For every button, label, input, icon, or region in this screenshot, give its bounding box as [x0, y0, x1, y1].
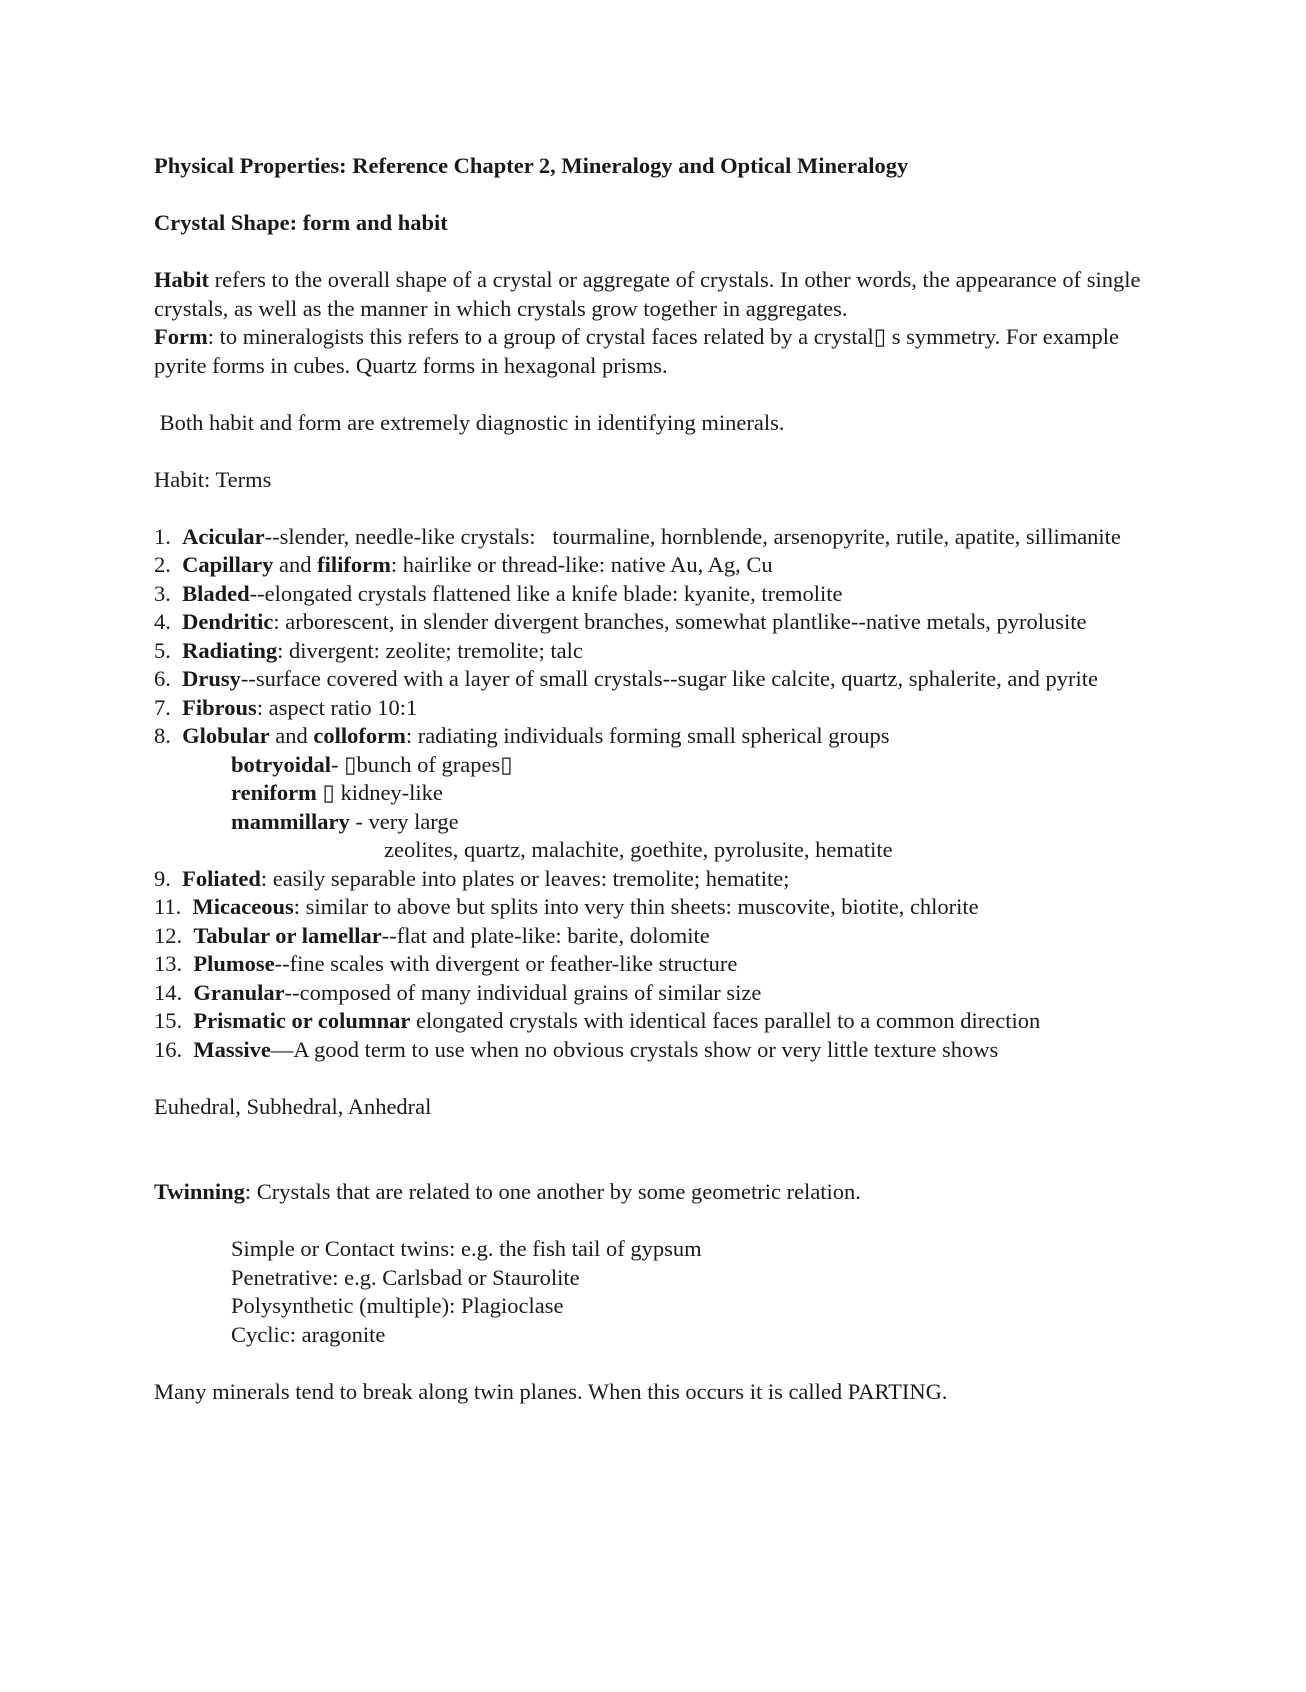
- sub-item-mammillary: mammillary - very large: [231, 808, 459, 834]
- twinning-term: Twinning: [154, 1179, 245, 1204]
- list-item: 16. Massive—A good term to use when no obvious crystals show or very little texture shows: [154, 1036, 999, 1062]
- form-text: : to mineralogists this refers to a group of crystal faces related by a crystal▯ s symmetry. For example pyrite forms in cubes. Quartz forms in hexagonal prisms.: [154, 324, 1120, 378]
- list-item: 5. Radiating: divergent: zeolite; tremolite; talc: [154, 637, 583, 663]
- twinning-paragraph: Twinning: Crystals that are related to one another by some geometric relation.: [154, 1179, 861, 1204]
- term: Fibrous: [182, 694, 257, 720]
- term: Plumose: [193, 951, 275, 976]
- list-item: 1. Acicular--slender, needle-like crystals: tourmaline, hornblende, arsenopyrite, rutile, apatite, sillimanite: [154, 523, 1121, 549]
- term: Bladed: [182, 580, 250, 606]
- term: Massive: [193, 1036, 271, 1062]
- term: Tabular or lamellar: [193, 922, 382, 948]
- term: Capillary: [182, 552, 274, 577]
- hedral-line: Euhedral, Subhedral, Anhedral: [154, 1093, 432, 1119]
- habit-term: Habit: [154, 267, 210, 292]
- list-item: 9. Foliated: easily separable into plates or leaves: tremolite; hematite;: [154, 865, 790, 891]
- list-item: 12. Tabular or lamellar--flat and plate-like: barite, dolomite: [154, 922, 710, 948]
- twin-type: Cyclic: aragonite: [231, 1321, 386, 1347]
- habit-terms-label: Habit: Terms: [154, 466, 272, 492]
- twinning-types: [154, 1235, 1164, 1349]
- twin-type: Simple or Contact twins: e.g. the fish tail of gypsum: [231, 1236, 702, 1261]
- habit-paragraph: [154, 266, 1164, 323]
- habit-terms-list: [154, 523, 1164, 1065]
- list-item: 2. Capillary and filiform: hairlike or thread-like: native Au, Ag, Cu: [154, 552, 773, 577]
- term: Globular: [182, 723, 270, 748]
- form-term: Form: [154, 324, 208, 349]
- list-item: 3. Bladed--elongated crystals flattened like a knife blade: kyanite, tremolite: [154, 580, 843, 606]
- globular-examples: zeolites, quartz, malachite, goethite, pyrolusite, hematite: [384, 837, 893, 862]
- term: Prismatic or columnar: [193, 1008, 411, 1033]
- term: Acicular: [182, 523, 265, 549]
- list-item: 11. Micaceous: similar to above but splits into very thin sheets: muscovite, biotite, chlorite: [154, 894, 979, 919]
- list-item: 7. Fibrous: aspect ratio 10:1: [154, 694, 418, 720]
- document-page: [154, 152, 1164, 1406]
- page-title: Physical Properties: Reference Chapter 2, Mineralogy and Optical Mineralogy: [154, 153, 909, 178]
- sub-item-botryoidal: botryoidal- ▯bunch of grapes▯: [231, 751, 513, 777]
- term: Micaceous: [192, 894, 294, 919]
- sub-item-reniform: reniform ▯ kidney-like: [231, 780, 443, 805]
- term: Dendritic: [182, 609, 274, 634]
- form-paragraph: [154, 323, 1164, 380]
- term: filiform: [317, 552, 391, 577]
- list-item: 15. Prismatic or columnar elongated crystals with identical faces parallel to a common direction: [154, 1008, 1041, 1033]
- list-item: 13. Plumose--fine scales with divergent or feather-like structure: [154, 951, 738, 976]
- term: Drusy: [182, 666, 241, 691]
- list-item: 4. Dendritic: arborescent, in slender divergent branches, somewhat plantlike--native metals, pyrolusite: [154, 609, 1087, 634]
- term: Granular: [193, 979, 285, 1005]
- twin-type: Polysynthetic (multiple): Plagioclase: [231, 1293, 564, 1318]
- term: colloform: [313, 723, 406, 748]
- habit-text: refers to the overall shape of a crystal or aggregate of crystals. In other words, the appearance of single crystals, as well as the manner in which crystals grow together in aggregates.: [154, 267, 1141, 321]
- twin-type: Penetrative: e.g. Carlsbad or Staurolite: [231, 1264, 580, 1290]
- list-item: 6. Drusy--surface covered with a layer of small crystals--sugar like calcite, quartz, sphalerite, and pyrite: [154, 666, 1099, 691]
- term: Foliated: [182, 865, 261, 891]
- parting-line: Many minerals tend to break along twin planes. When this occurs it is called PARTING.: [154, 1378, 948, 1404]
- diagnostic-line: Both habit and form are extremely diagnostic in identifying minerals.: [154, 409, 785, 435]
- list-item: 14. Granular--composed of many individual grains of similar size: [154, 979, 762, 1005]
- section-title: Crystal Shape: form and habit: [154, 210, 448, 235]
- term: Radiating: [182, 637, 278, 663]
- list-item: 8. Globular and colloform: radiating individuals forming small spherical groups: [154, 723, 890, 748]
